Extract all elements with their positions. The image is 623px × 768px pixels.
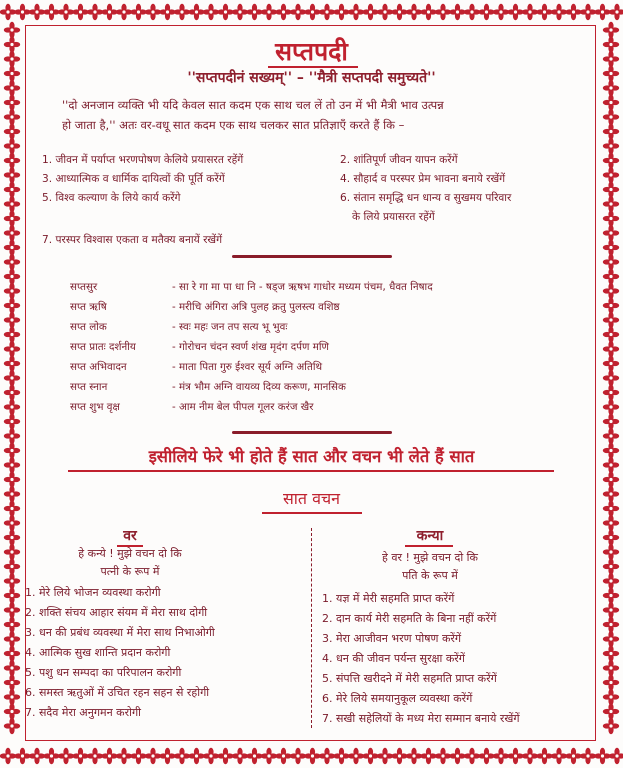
flower-ornament-icon [72,4,88,20]
flower-ornament-icon [4,181,20,197]
bride-vow: 6. मेरे लिये समयानुकूल व्यवस्था करेंगें [322,692,473,705]
flower-ornament-icon [4,631,20,647]
bride-vow: 1. यज्ञ में मेरी सहमति प्राप्त करेंगें [322,592,455,605]
flower-ornament-icon [319,748,335,764]
vow-item: 4. सौहार्द व परस्पर प्रेम भावना बनाये रखेंगें [340,173,506,185]
vow-item: 2. शांतिपूर्ण जीवन यापन करेंगें [340,154,458,166]
flower-ornament-icon [4,413,20,429]
flower-ornament-icon [536,4,552,20]
flower-ornament-icon [4,370,20,386]
bride-vow: 2. दान कार्य मेरी सहमति के बिना नहीं करेंगें [322,612,497,625]
flower-ornament-icon [261,4,277,20]
flower-ornament-icon [4,515,20,531]
flower-ornament-icon [603,239,619,255]
ornament-border-top [0,0,623,28]
sevens-key: सप्तसुर [70,281,98,293]
flower-ornament-icon [4,341,20,357]
groom-address: हे कन्ये ! मुझे वचन दो कि [78,547,182,560]
flower-ornament-icon [232,4,248,20]
flower-ornament-icon [203,748,219,764]
flower-ornament-icon [603,471,619,487]
groom-vow: 4. आत्मिक सुख शान्ति प्रदान करोगी [25,646,171,659]
flower-ornament-icon [188,4,204,20]
sevens-value: - मंत्र भौम अग्नि वायव्य दिव्य करूण, मानसिक [172,381,346,393]
flower-ornament-icon [435,4,451,20]
flower-ornament-icon [4,283,20,299]
flower-ornament-icon [130,748,146,764]
flower-ornament-icon [348,4,364,20]
section-title: सात वचन [282,489,341,508]
flower-ornament-icon [435,748,451,764]
flower-ornament-icon [58,748,74,764]
sevens-key: सप्त लोक [70,321,107,333]
flower-ornament-icon [391,4,407,20]
flower-ornament-icon [603,428,619,444]
flower-ornament-icon [603,703,619,719]
banner-heading: इसीलिये फेरे भी होते हैं सात और वचन भी लेते हैं सात [148,447,475,466]
flower-ornament-icon [507,748,523,764]
flower-ornament-icon [603,529,619,545]
flower-ornament-icon [4,297,20,313]
bride-vow: 5. संपत्ति खरीदने में मेरी सहमति प्राप्त करेंगें [322,672,497,685]
flower-ornament-icon [603,109,619,125]
flower-ornament-icon [377,4,393,20]
flower-ornament-icon [603,341,619,357]
subtitle: ''सप्तपदीनं सख्यम्'' – ''मैत्री सप्तपदी समुच्यते'' [187,70,436,86]
flower-ornament-icon [87,4,103,20]
flower-ornament-icon [58,4,74,20]
flower-ornament-icon [522,4,538,20]
flower-ornament-icon [4,573,20,589]
flower-ornament-icon [4,674,20,690]
flower-ornament-icon [304,4,320,20]
flower-ornament-icon [406,4,422,20]
sevens-value: - स्वः महः जन तप सत्य भू भुवः [172,321,288,333]
flower-ornament-icon [4,326,20,342]
sevens-key: सप्त शुभ वृक्ष [70,401,120,413]
flower-ornament-icon [159,4,175,20]
vow-item: 7. परस्पर विश्वास एकता व मतैक्य बनायें रखेंगें [42,234,223,246]
flower-ornament-icon [603,370,619,386]
flower-ornament-icon [217,4,233,20]
vow-item: 5. विश्व कल्याण के लिये कार्य करेंगे [42,192,181,204]
flower-ornament-icon [4,544,20,560]
flower-ornament-icon [603,138,619,154]
flower-ornament-icon [464,4,480,20]
flower-ornament-icon [4,703,20,719]
intro-line-1: ''दो अनजान व्यक्ति भी यदि केवल सात कदम एक साथ चल लें तो उन में भी मैत्री भाव उत्पन्न [62,98,444,112]
groom-vow: 2. शक्ति संचय आहार संयम में मेरा साथ दोगी [25,606,208,619]
flower-ornament-icon [4,312,20,328]
flower-ornament-icon [603,181,619,197]
flower-ornament-icon [603,573,619,589]
flower-ornament-icon [4,558,20,574]
flower-ornament-icon [603,384,619,400]
flower-ornament-icon [449,4,465,20]
banner-underline [68,470,554,472]
divider [232,431,392,434]
flower-ornament-icon [4,399,20,415]
flower-ornament-icon [101,748,117,764]
flower-ornament-icon [203,4,219,20]
flower-ornament-icon [603,660,619,676]
flower-ornament-icon [4,254,20,270]
flower-ornament-icon [130,4,146,20]
flower-ornament-icon [290,4,306,20]
flower-ornament-icon [246,748,262,764]
flower-ornament-icon [4,94,20,110]
bride-vow: 7. सखी सहेलियों के मध्य मेरा सम्मान बनाये रखेंगें [322,712,520,725]
flower-ornament-icon [4,529,20,545]
bride-address: हे वर ! मुझे वचन दो कि [382,551,478,564]
flower-ornament-icon [603,326,619,342]
flower-ornament-icon [391,748,407,764]
flower-ornament-icon [29,4,45,20]
flower-ornament-icon [4,138,20,154]
flower-ornament-icon [4,109,20,125]
flower-ornament-icon [603,399,619,415]
sevens-value: - आम नीम बेल पीपल गूलर करंज खैर [172,401,314,413]
flower-ornament-icon [603,123,619,139]
flower-ornament-icon [362,4,378,20]
flower-ornament-icon [603,616,619,632]
flower-ornament-icon [4,428,20,444]
page-title: सप्तपदी [275,37,348,66]
sevens-value: - माता पिता गुरु ईश्वर सूर्य अग्नि अतिथि [172,361,323,373]
sevens-key: सप्त ऋषि [70,301,107,313]
flower-ornament-icon [603,225,619,241]
flower-ornament-icon [507,4,523,20]
flower-ornament-icon [478,748,494,764]
flower-ornament-icon [406,748,422,764]
flower-ornament-icon [603,196,619,212]
flower-ornament-icon [603,718,619,734]
flower-ornament-icon [536,748,552,764]
flower-ornament-icon [603,515,619,531]
flower-ornament-icon [4,384,20,400]
flower-ornament-icon [174,748,190,764]
flower-ornament-icon [4,167,20,183]
flower-ornament-icon [603,297,619,313]
flower-ornament-icon [478,4,494,20]
flower-ornament-icon [246,4,262,20]
vow-item-continued: के लिये प्रयासरत रहेंगें [352,211,435,223]
groom-vow: 5. पशु धन सम्पदा का परिपालन करोगी [25,666,182,679]
flower-ornament-icon [72,748,88,764]
bride-heading: कन्या [416,528,444,544]
ornament-border-left [0,0,28,768]
bride-role: पति के रूप में [402,569,458,582]
sevens-key: सप्त प्रातः दर्शनीय [70,341,136,353]
flower-ornament-icon [145,748,161,764]
flower-ornament-icon [420,748,436,764]
flower-ornament-icon [603,210,619,226]
section-underline [262,512,362,514]
groom-heading: वर [123,528,137,544]
flower-ornament-icon [362,748,378,764]
flower-ornament-icon [275,748,291,764]
flower-ornament-icon [522,748,538,764]
sevens-key: सप्त अभिवादन [70,361,127,373]
flower-ornament-icon [603,167,619,183]
flower-ornament-icon [4,660,20,676]
flower-ornament-icon [101,4,117,20]
flower-ornament-icon [333,748,349,764]
groom-vow: 7. सदैव मेरा अनुगमन करोगी [25,706,142,719]
flower-ornament-icon [4,718,20,734]
flower-ornament-icon [43,4,59,20]
flower-ornament-icon [565,4,581,20]
flower-ornament-icon [4,152,20,168]
flower-ornament-icon [580,748,596,764]
intro-line-2: हो जाता है,'' अतः वर-वधू सात कदम एक साथ चलकर सात प्रतिज्ञाएँ करते हैं कि – [62,118,405,132]
flower-ornament-icon [551,4,567,20]
flower-ornament-icon [551,748,567,764]
flower-ornament-icon [348,748,364,764]
flower-ornament-icon [4,355,20,371]
flower-ornament-icon [603,268,619,284]
flower-ornament-icon [188,748,204,764]
flower-ornament-icon [603,254,619,270]
groom-vow: 1. मेरे लिये भोजन व्यवस्था करोगी [25,586,161,599]
flower-ornament-icon [217,748,233,764]
sevens-value: - मरीचि अंगिरा अत्रि पुलह क्रतु पुलस्त्य वशिष्ठ [172,301,340,313]
flower-ornament-icon [319,4,335,20]
bride-vow: 4. धन की जीवन पर्यन्त सुरक्षा करेंगें [322,652,465,665]
flower-ornament-icon [603,602,619,618]
bride-heading-underline [405,545,453,547]
flower-ornament-icon [580,4,596,20]
flower-ornament-icon [116,748,132,764]
flower-ornament-icon [603,558,619,574]
flower-ornament-icon [603,283,619,299]
flower-ornament-icon [603,544,619,560]
vow-item: 1. जीवन में पर्याप्त भरणपोषण केलिये प्रयासरत रहेंगें [42,154,244,166]
groom-vow: 3. धन की प्रबंध व्यवस्था में मेरा साथ निभाओगी [25,626,215,639]
groom-role: पत्नी के रूप में [100,565,160,578]
flower-ornament-icon [290,748,306,764]
column-divider [311,528,312,728]
flower-ornament-icon [377,748,393,764]
flower-ornament-icon [565,748,581,764]
flower-ornament-icon [4,268,20,284]
divider [232,255,392,258]
flower-ornament-icon [29,748,45,764]
flower-ornament-icon [464,748,480,764]
flower-ornament-icon [4,602,20,618]
flower-ornament-icon [275,4,291,20]
vow-item: 6. संतान समृद्धि धन धान्य व सुखमय परिवार [340,192,512,204]
sevens-key: सप्त स्नान [70,381,108,393]
flower-ornament-icon [4,239,20,255]
flower-ornament-icon [4,196,20,212]
flower-ornament-icon [4,689,20,705]
flower-ornament-icon [4,587,20,603]
flower-ornament-icon [603,413,619,429]
flower-ornament-icon [493,748,509,764]
flower-ornament-icon [333,4,349,20]
flower-ornament-icon [603,689,619,705]
flower-ornament-icon [603,631,619,647]
sevens-value: - सा रे गा मा पा धा नि - षड्ज ऋषभ गाधोर मध्यम पंचम, धैवत निषाद [172,281,433,293]
flower-ornament-icon [603,587,619,603]
flower-ornament-icon [43,748,59,764]
flower-ornament-icon [4,471,20,487]
bride-vow: 3. मेरा आजीवन भरण पोषण करेंगें [322,632,462,645]
flower-ornament-icon [159,748,175,764]
flower-ornament-icon [4,210,20,226]
flower-ornament-icon [603,645,619,661]
flower-ornament-icon [145,4,161,20]
flower-ornament-icon [603,312,619,328]
flower-ornament-icon [4,645,20,661]
vow-item: 3. आध्यात्मिक व धार्मिक दायित्वों की पूर्ति करेंगें [42,173,225,185]
flower-ornament-icon [261,748,277,764]
flower-ornament-icon [232,748,248,764]
flower-ornament-icon [603,152,619,168]
ornament-border-right [595,0,623,768]
flower-ornament-icon [116,4,132,20]
flower-ornament-icon [603,674,619,690]
ornament-border-bottom [0,740,623,768]
flower-ornament-icon [420,4,436,20]
flower-ornament-icon [4,225,20,241]
flower-ornament-icon [449,748,465,764]
sevens-value: - गोरोचन चंदन स्वर्ण शंख मृदंग दर्पण मणि [172,341,329,353]
flower-ornament-icon [603,355,619,371]
flower-ornament-icon [304,748,320,764]
flower-ornament-icon [493,4,509,20]
flower-ornament-icon [87,748,103,764]
flower-ornament-icon [4,123,20,139]
flower-ornament-icon [174,4,190,20]
flower-ornament-icon [4,616,20,632]
groom-vow: 6. समस्त ऋतुओं में उचित रहन सहन से रहोगी [25,686,210,699]
flower-ornament-icon [603,94,619,110]
